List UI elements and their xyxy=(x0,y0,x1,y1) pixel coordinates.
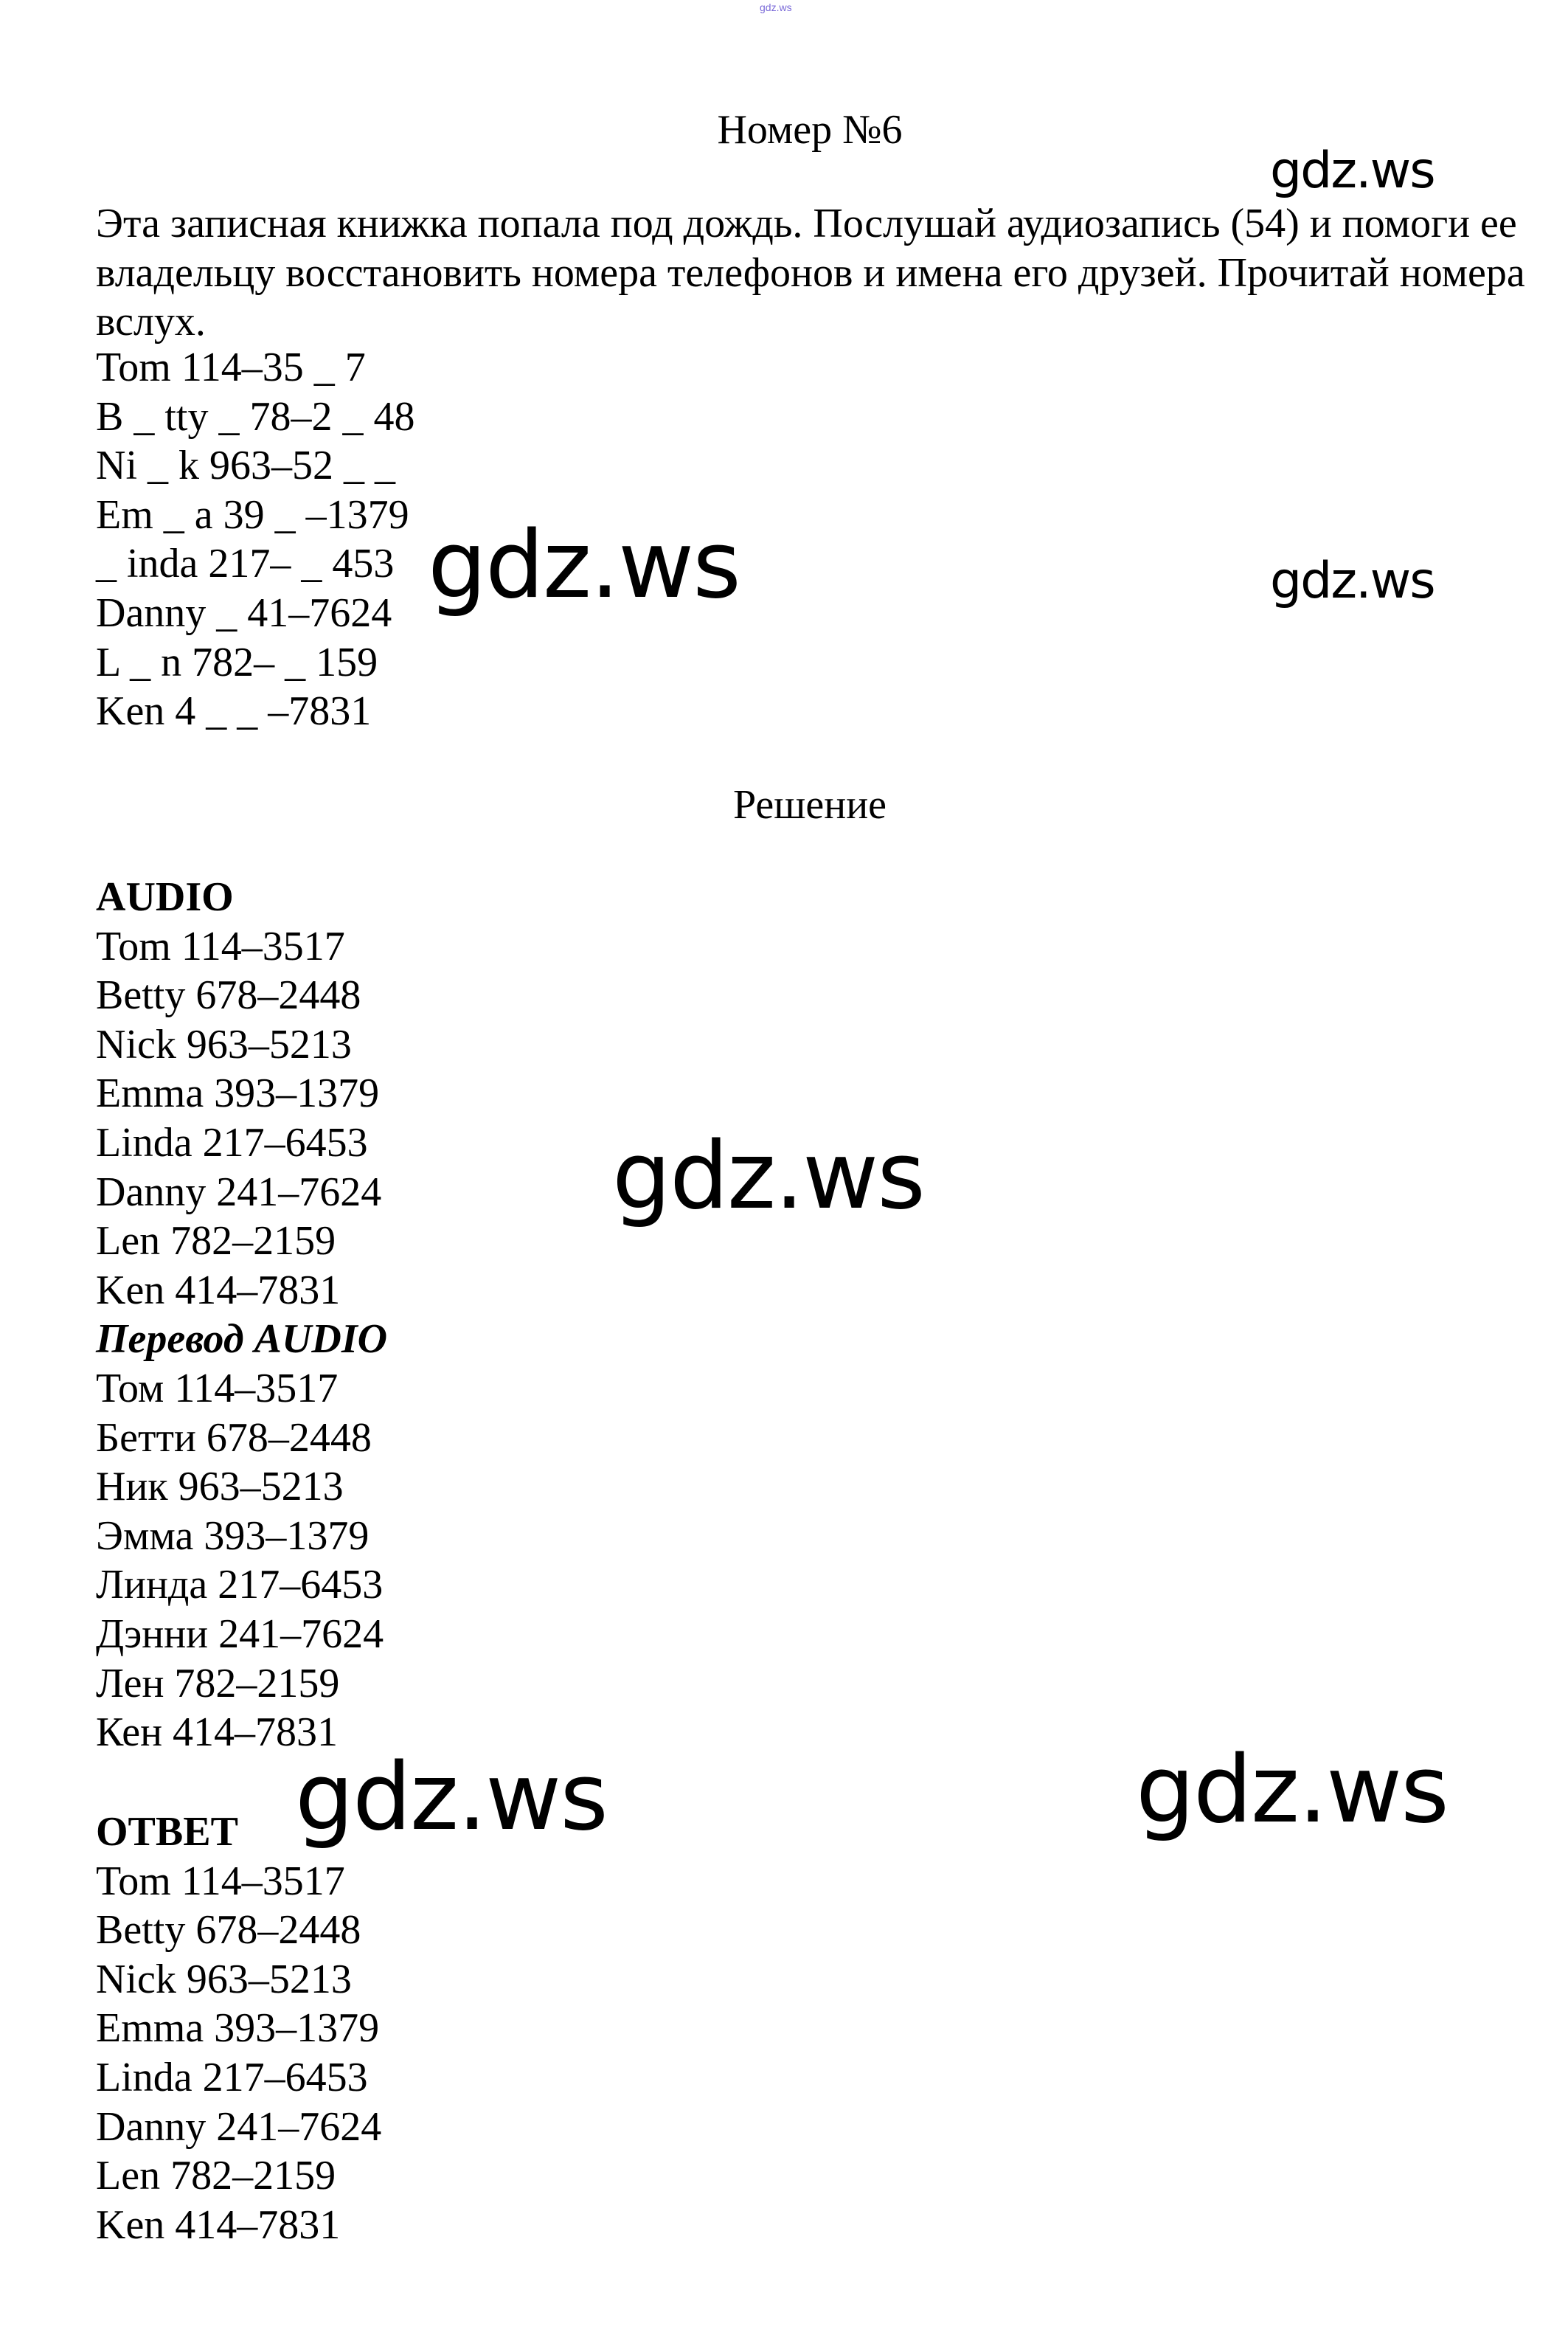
watermark: gdz.ws xyxy=(1270,552,1435,610)
answer-line: Danny 241–7624 xyxy=(96,2103,382,2150)
watermark: gdz.ws xyxy=(1136,1735,1448,1844)
translation-line: Бетти 678–2448 xyxy=(96,1414,372,1461)
watermark: gdz.ws xyxy=(1270,142,1435,200)
audio-line: Ken 414–7831 xyxy=(96,1267,341,1313)
solution-title: Решение xyxy=(732,782,887,828)
audio-line: Len 782–2159 xyxy=(96,1218,336,1265)
watermark: gdz.ws xyxy=(428,511,740,619)
task-line: Ken 4 _ _ –7831 xyxy=(96,688,372,735)
answer-line: Tom 114–3517 xyxy=(96,1858,345,1904)
task-description: Эта записная книжка попала под дождь. Послушай аудиозапись (54) и помоги ее владельцу восстановить номера телефонов и имена его друзей. Прочитай номера вслух. xyxy=(96,201,1525,345)
answer-section xyxy=(96,1807,381,2249)
answer-line: Linda 217–6453 xyxy=(96,2054,368,2100)
page-title: Номер №6 xyxy=(717,107,903,153)
watermark: gdz.ws xyxy=(295,1743,607,1851)
audio-line: Nick 963–5213 xyxy=(96,1021,352,1068)
task-lines xyxy=(96,343,414,736)
answer-line: Nick 963–5213 xyxy=(96,1956,352,2002)
translation-heading: Перевод AUDIO xyxy=(96,1316,388,1363)
task-line: Em _ a 39 _ –1379 xyxy=(96,491,409,538)
audio-line: Emma 393–1379 xyxy=(96,1070,380,1117)
task-line: Danny _ 41–7624 xyxy=(96,589,392,636)
translation-line: Ник 963–5213 xyxy=(96,1464,344,1510)
audio-line: Tom 114–3517 xyxy=(96,923,345,969)
task-line: L _ n 782– _ 159 xyxy=(96,639,378,685)
task-line: B _ tty _ 78–2 _ 48 xyxy=(96,393,415,440)
task-line: _ inda 217– _ 453 xyxy=(96,541,395,587)
audio-line: Danny 241–7624 xyxy=(96,1169,382,1215)
solution-section xyxy=(96,873,387,1757)
answer-heading: ОТВЕТ xyxy=(96,1809,238,1855)
audio-line: Linda 217–6453 xyxy=(96,1119,368,1166)
translation-line: Кен 414–7831 xyxy=(96,1709,339,1756)
audio-line: Betty 678–2448 xyxy=(96,972,361,1019)
translation-line: Том 114–3517 xyxy=(96,1365,339,1411)
translation-line: Лен 782–2159 xyxy=(96,1660,340,1706)
task-line: Tom 114–35 _ 7 xyxy=(96,345,366,390)
answer-line: Emma 393–1379 xyxy=(96,2005,380,2052)
watermark: gdz.ws xyxy=(612,1121,924,1230)
answer-line: Betty 678–2448 xyxy=(96,1907,361,1954)
translation-line: Линда 217–6453 xyxy=(96,1562,384,1608)
top-watermark: gdz.ws xyxy=(760,1,792,13)
task-line: Ni _ k 963–52 _ _ xyxy=(96,443,395,489)
translation-line: Эмма 393–1379 xyxy=(96,1512,370,1559)
answer-line: Ken 414–7831 xyxy=(96,2201,341,2248)
audio-heading: AUDIO xyxy=(96,874,234,920)
translation-line: Дэнни 241–7624 xyxy=(96,1611,384,1657)
answer-line: Len 782–2159 xyxy=(96,2153,336,2199)
